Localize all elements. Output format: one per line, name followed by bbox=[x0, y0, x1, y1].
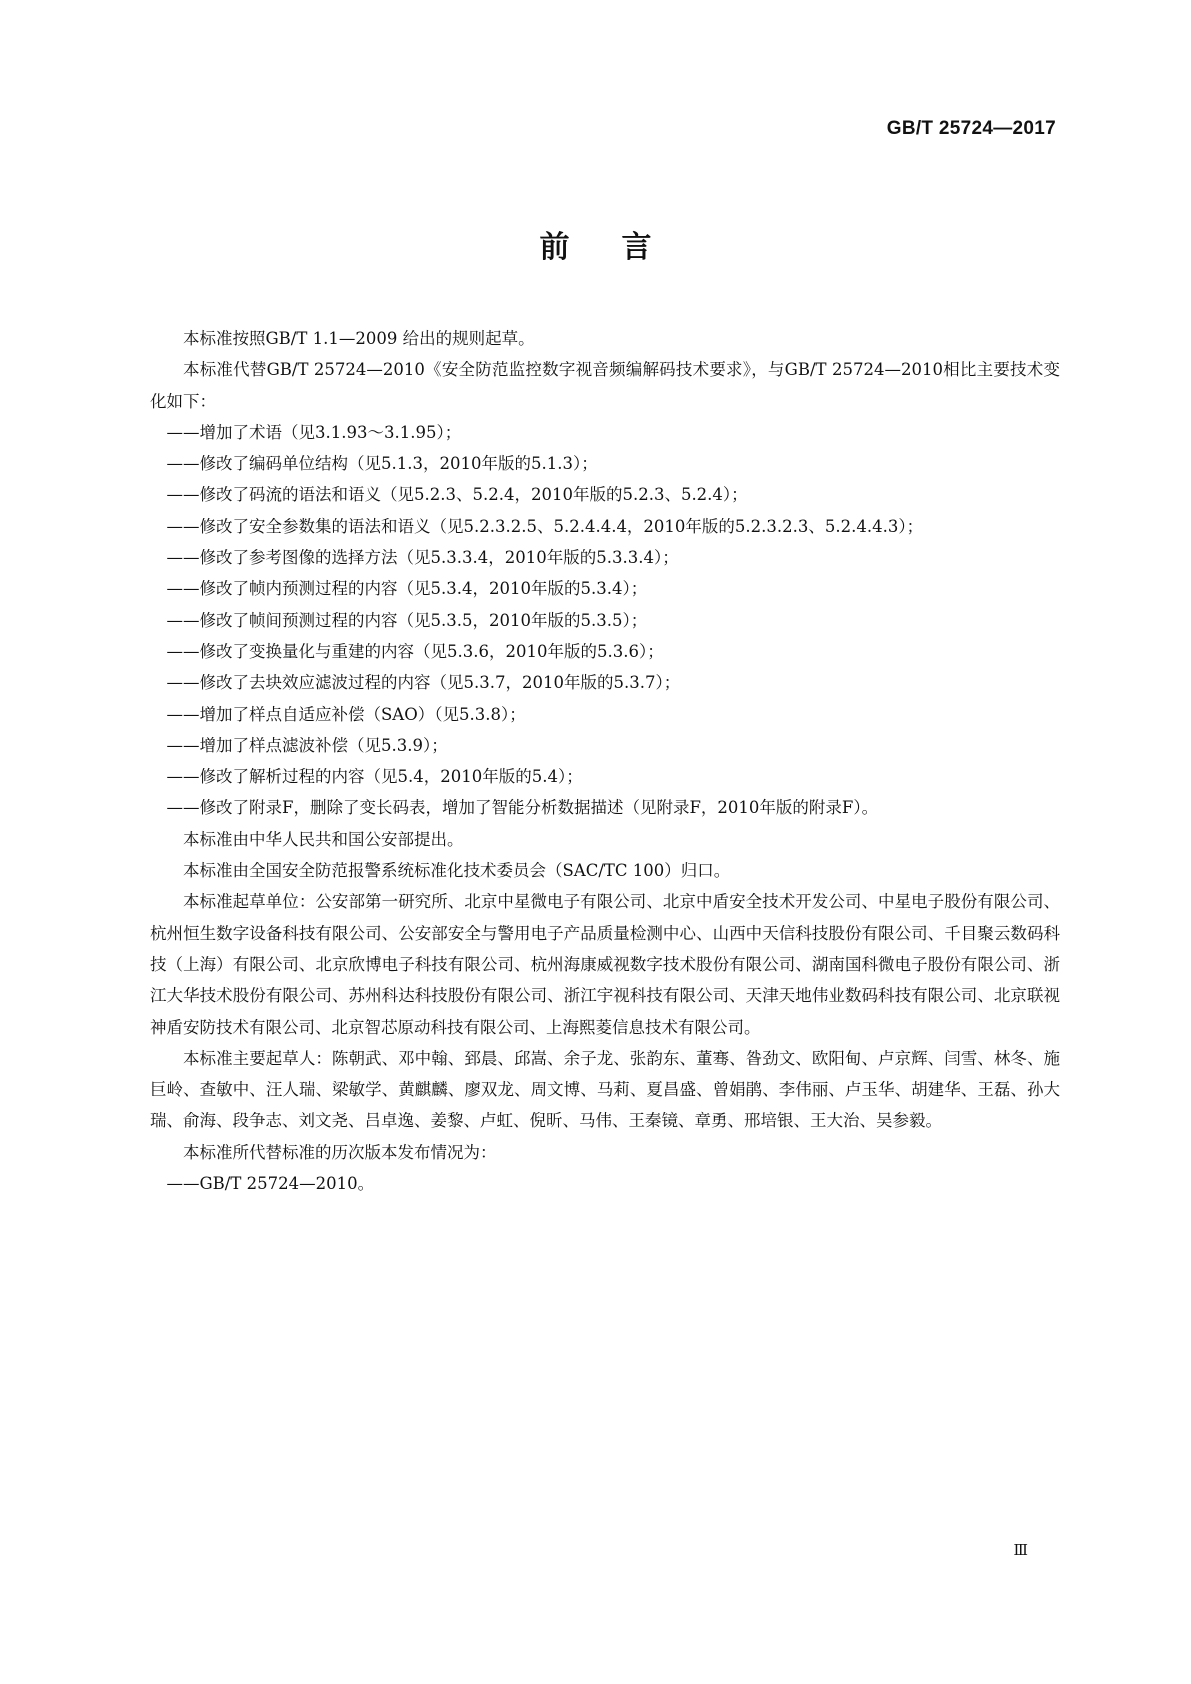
paragraph-drafting-rules: 本标准按照GB/T 1.1—2009 给出的规则起草。 bbox=[183, 329, 535, 348]
list-item: ——修改了解析过程的内容（见5.4，2010年版的5.4）； bbox=[166, 767, 583, 787]
list-item: ——修改了去块效应滤波过程的内容（见5.3.7，2010年版的5.3.7）； bbox=[166, 673, 681, 693]
list-item: ——修改了帧间预测过程的内容（见5.3.5，2010年版的5.3.5）； bbox=[166, 610, 648, 630]
list-item: ——修改了变换量化与重建的内容（见5.3.6，2010年版的5.3.6）； bbox=[166, 641, 664, 661]
list-item: ——GB/T 25724—2010。 bbox=[166, 1174, 375, 1194]
history-list bbox=[150, 1168, 1060, 1199]
paragraph-drafting-units: 本标准起草单位：公安部第一研究所、北京中星微电子有限公司、北京中盾安全技术开发公司、中星电子股份有限公司、杭州恒生数字设备科技有限公司、公安部安全与警用电子产品质量检测中心、山西中天信科技股份有限公司、千目聚云数码科技（上海）有限公司、北京欣博电子科技有限公司、杭州海康威视数字技术股份有限公司、湖南国科微电子股份有限公司、浙江大华技术股份有限公司、苏州科达科技股份有限公司、浙江宇视科技有限公司、天津天地伟业数码科技有限公司、北京联视神盾安防技术有限公司、北京智芯原动科技有限公司、上海熙菱信息技术有限公司。 bbox=[150, 892, 1060, 1037]
page-title: 前言 bbox=[539, 230, 704, 265]
paragraph-administration: 本标准由全国安全防范报警系统标准化技术委员会（SAC/TC 100）归口。 bbox=[183, 861, 731, 881]
list-item: ——增加了术语（见3.1.93～3.1.95）； bbox=[166, 422, 462, 442]
list-item: ——修改了帧内预测过程的内容（见5.3.4，2010年版的5.3.4）； bbox=[166, 579, 648, 599]
paragraph-proposer: 本标准由中华人民共和国公安部提出。 bbox=[183, 829, 464, 849]
list-item: ——修改了参考图像的选择方法（见5.3.3.4，2010年版的5.3.3.4）； bbox=[166, 548, 679, 568]
list-item: ——修改了安全参数集的语法和语义（见5.2.3.2.5、5.2.4.4.4，2010年版的5.2.3.2.3、5.2.4.4.3）； bbox=[166, 516, 924, 536]
paragraph-drafters: 本标准主要起草人：陈朝武、邓中翰、郅晨、邱嵩、余子龙、张韵东、董骞、昝劲文、欧阳甸、卢京辉、闫雪、林冬、施巨岭、查敏中、汪人瑞、梁敏学、黄麒麟、廖双龙、周文博、马莉、夏昌盛、曾娟鹃、李伟丽、卢玉华、胡建华、王磊、孙大瑞、俞海、段争志、刘文尧、吕卓逸、姜黎、卢虹、倪昕、马伟、王秦镜、章勇、邢培银、王大治、吴参毅。 bbox=[150, 1048, 1060, 1131]
paragraph-replacement: 本标准代替GB/T 25724—2010《安全防范监控数字视音频编解码技术要求》，与GB/T 25724—2010相比主要技术变化如下： bbox=[150, 360, 1060, 411]
list-item: ——增加了样点滤波补偿（见5.3.9）； bbox=[166, 735, 448, 755]
paragraph-history: 本标准所代替标准的历次版本发布情况为： bbox=[183, 1142, 497, 1162]
document-body bbox=[150, 323, 1060, 1199]
list-item: ——修改了附录F，删除了变长码表，增加了智能分析数据描述（见附录F，2010年版的附录F）。 bbox=[166, 798, 879, 818]
list-item: ——增加了样点自适应补偿（SAO）（见5.3.8）； bbox=[166, 704, 526, 724]
changes-list bbox=[150, 417, 1060, 824]
page-number: Ⅲ bbox=[1013, 1541, 1028, 1559]
list-item: ——修改了编码单位结构（见5.1.3，2010年版的5.1.3）； bbox=[166, 454, 598, 474]
standard-number: GB/T 25724—2017 bbox=[886, 118, 1056, 139]
list-item: ——修改了码流的语法和语义（见5.2.3、5.2.4，2010年版的5.2.3、5.2.4）； bbox=[166, 485, 748, 505]
